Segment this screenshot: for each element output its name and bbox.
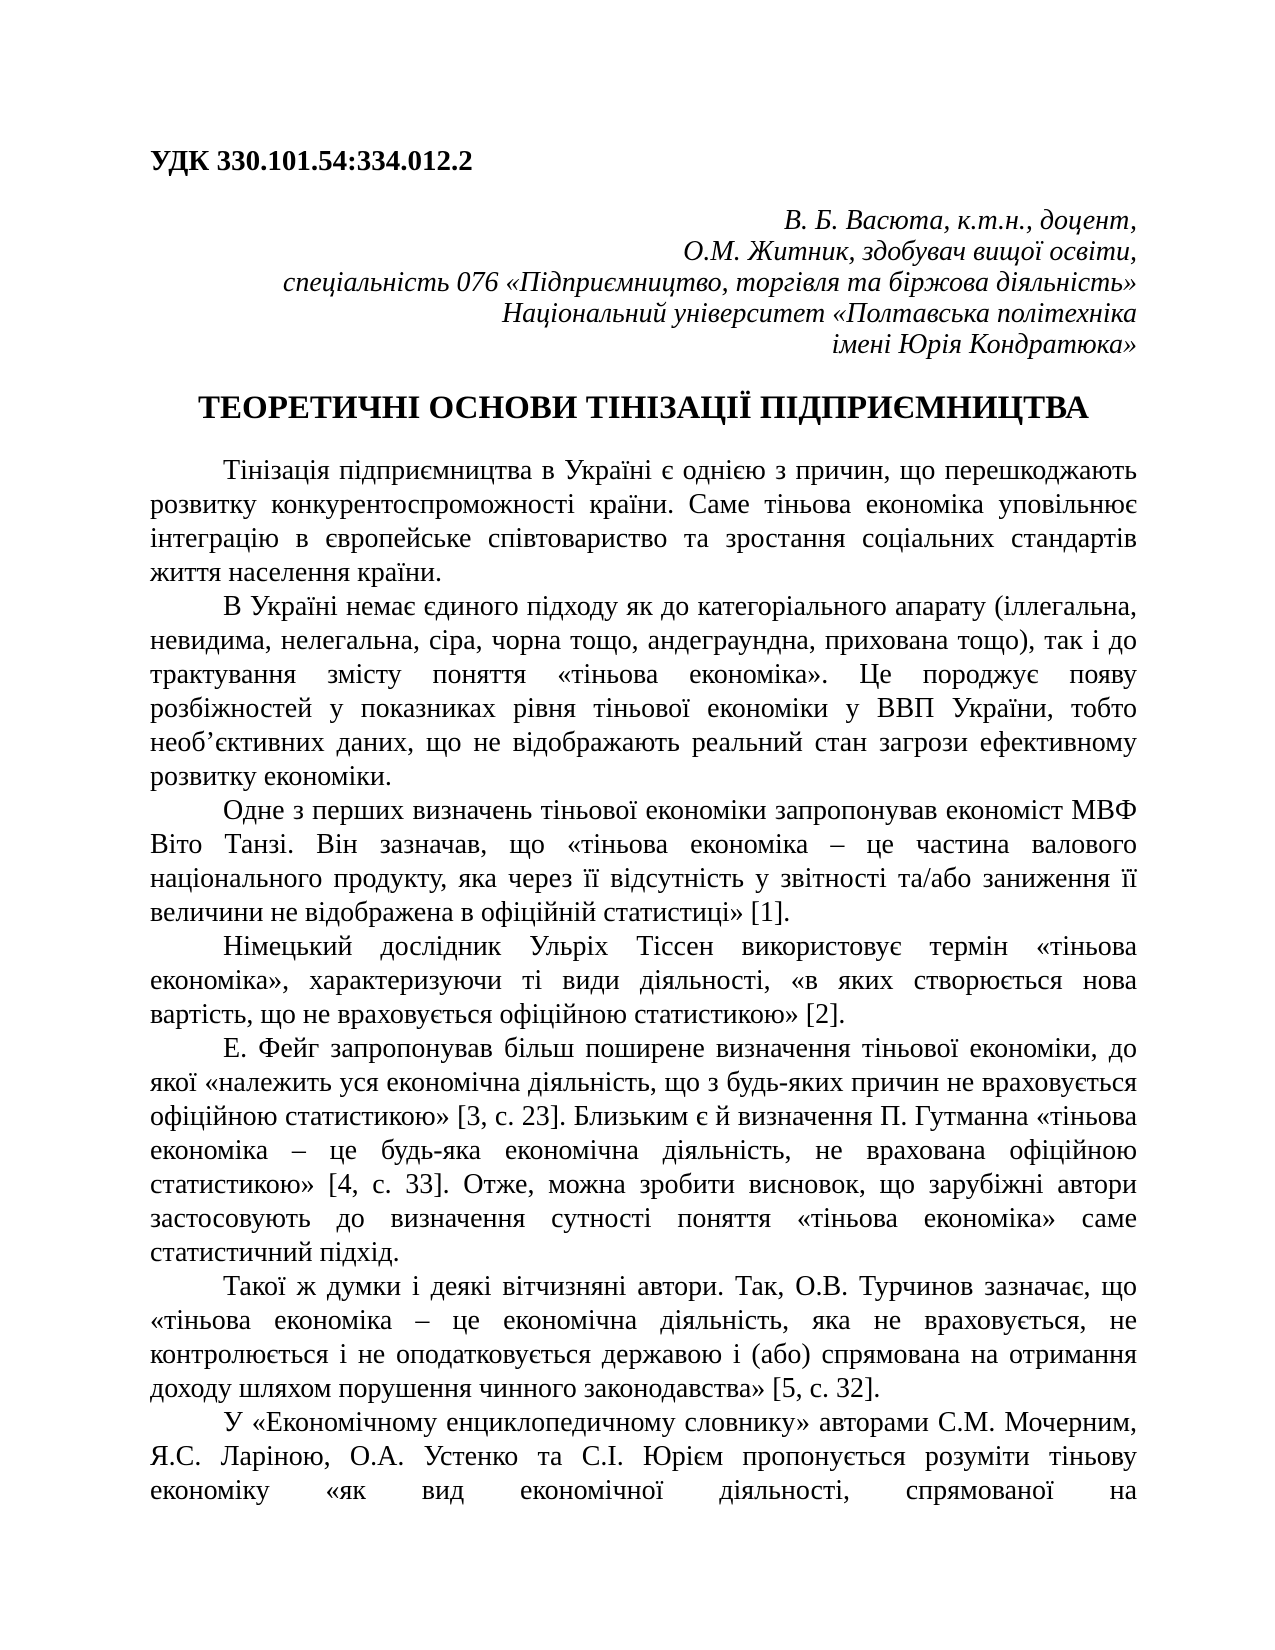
author-line: В. Б. Васюта, к.т.н., доцент, [783, 205, 1137, 236]
paragraph: Такої ж думки і деякі вітчизняні автори. Так, О.В. Турчинов зазначає, що «тіньова економіка – це економічна діяльність, яка не враховується, не контролюється і не оподатковується державою і (або) спрямована на отримання доходу шляхом порушення чинного законодавства» [5, с. 32]. [150, 1271, 1137, 1404]
author-line: О.М. Житник, здобувач вищої освіти, [683, 236, 1137, 267]
paragraph: Тінізація підприємництва в Україні є однією з причин, що перешкоджають розвитку конкурентоспроможності країни. Саме тіньова економіка уповільнює інтеграцію в європейське співтовариство та зростання соціальних стандартів життя населення країни. [150, 455, 1137, 588]
paragraph-continues-next-page: У «Економічному енциклопедичному словнику» авторами С.М. Мочерним, Я.С. Ларіною, О.А. Устенко та С.І. Юрієм пропонується розуміти тіньову економіку «як вид економічної діяльності, спрямованої на [150, 1407, 1137, 1506]
udc-code: УДК 330.101.54:334.012.2 [150, 145, 473, 177]
paragraph: Одне з перших визначень тіньової економіки запропонував економіст МВФ Віто Танзі. Він зазначав, що «тіньова економіка – це частина валового національного продукту, яка через її відсутність у звітності та/або заниження її величини не відображена в офіційній статистиці» [1]. [150, 795, 1137, 928]
article-body [150, 454, 1137, 1508]
university-line: Національний університет «Полтавська політехніка [501, 298, 1137, 329]
paragraph: Е. Фейг запропонував більш поширене визначення тіньової економіки, до якої «належить уся економічна діяльність, що з будь-яких причин не враховується офіційною статистикою» [3, с. 23]. Близьким є й визначення П. Гутманна «тіньова економіка – це будь-яка економічна діяльність, не врахована офіційною статистикою» [4, с. 33]. Отже, можна зробити висновок, що зарубіжні автори застосовують до визначення сутності поняття «тіньова економіка» саме статистичний підхід. [150, 1033, 1137, 1268]
author-specialty-line: спеціальність 076 «Підприємництво, торгівля та біржова діяльність» [282, 267, 1137, 298]
author-block [150, 205, 1137, 360]
university-line: імені Юрія Кондратюка» [831, 329, 1137, 360]
paragraph: Німецький дослідник Ульріх Тіссен використовує термін «тіньова економіка», характеризуючи ті види діяльності, «в яких створюється нова вартість, що не враховується офіційною статистикою» [2]. [150, 931, 1137, 1030]
article-title: ТЕОРЕТИЧНІ ОСНОВИ ТІНІЗАЦІЇ ПІДПРИЄМНИЦТВА [198, 390, 1089, 426]
paragraph: В Україні немає єдиного підходу як до категоріального апарату (іллегальна, невидима, нелегальна, сіра, чорна тощо, андеграундна, прихована тощо), так і до трактування змісту поняття «тіньова економіка». Це породжує появу розбіжностей у показниках рівня тіньової економіки у ВВП України, тобто необ’єктивних даних, що не відображають реальний стан загрози ефективному розвитку економіки. [150, 591, 1137, 792]
